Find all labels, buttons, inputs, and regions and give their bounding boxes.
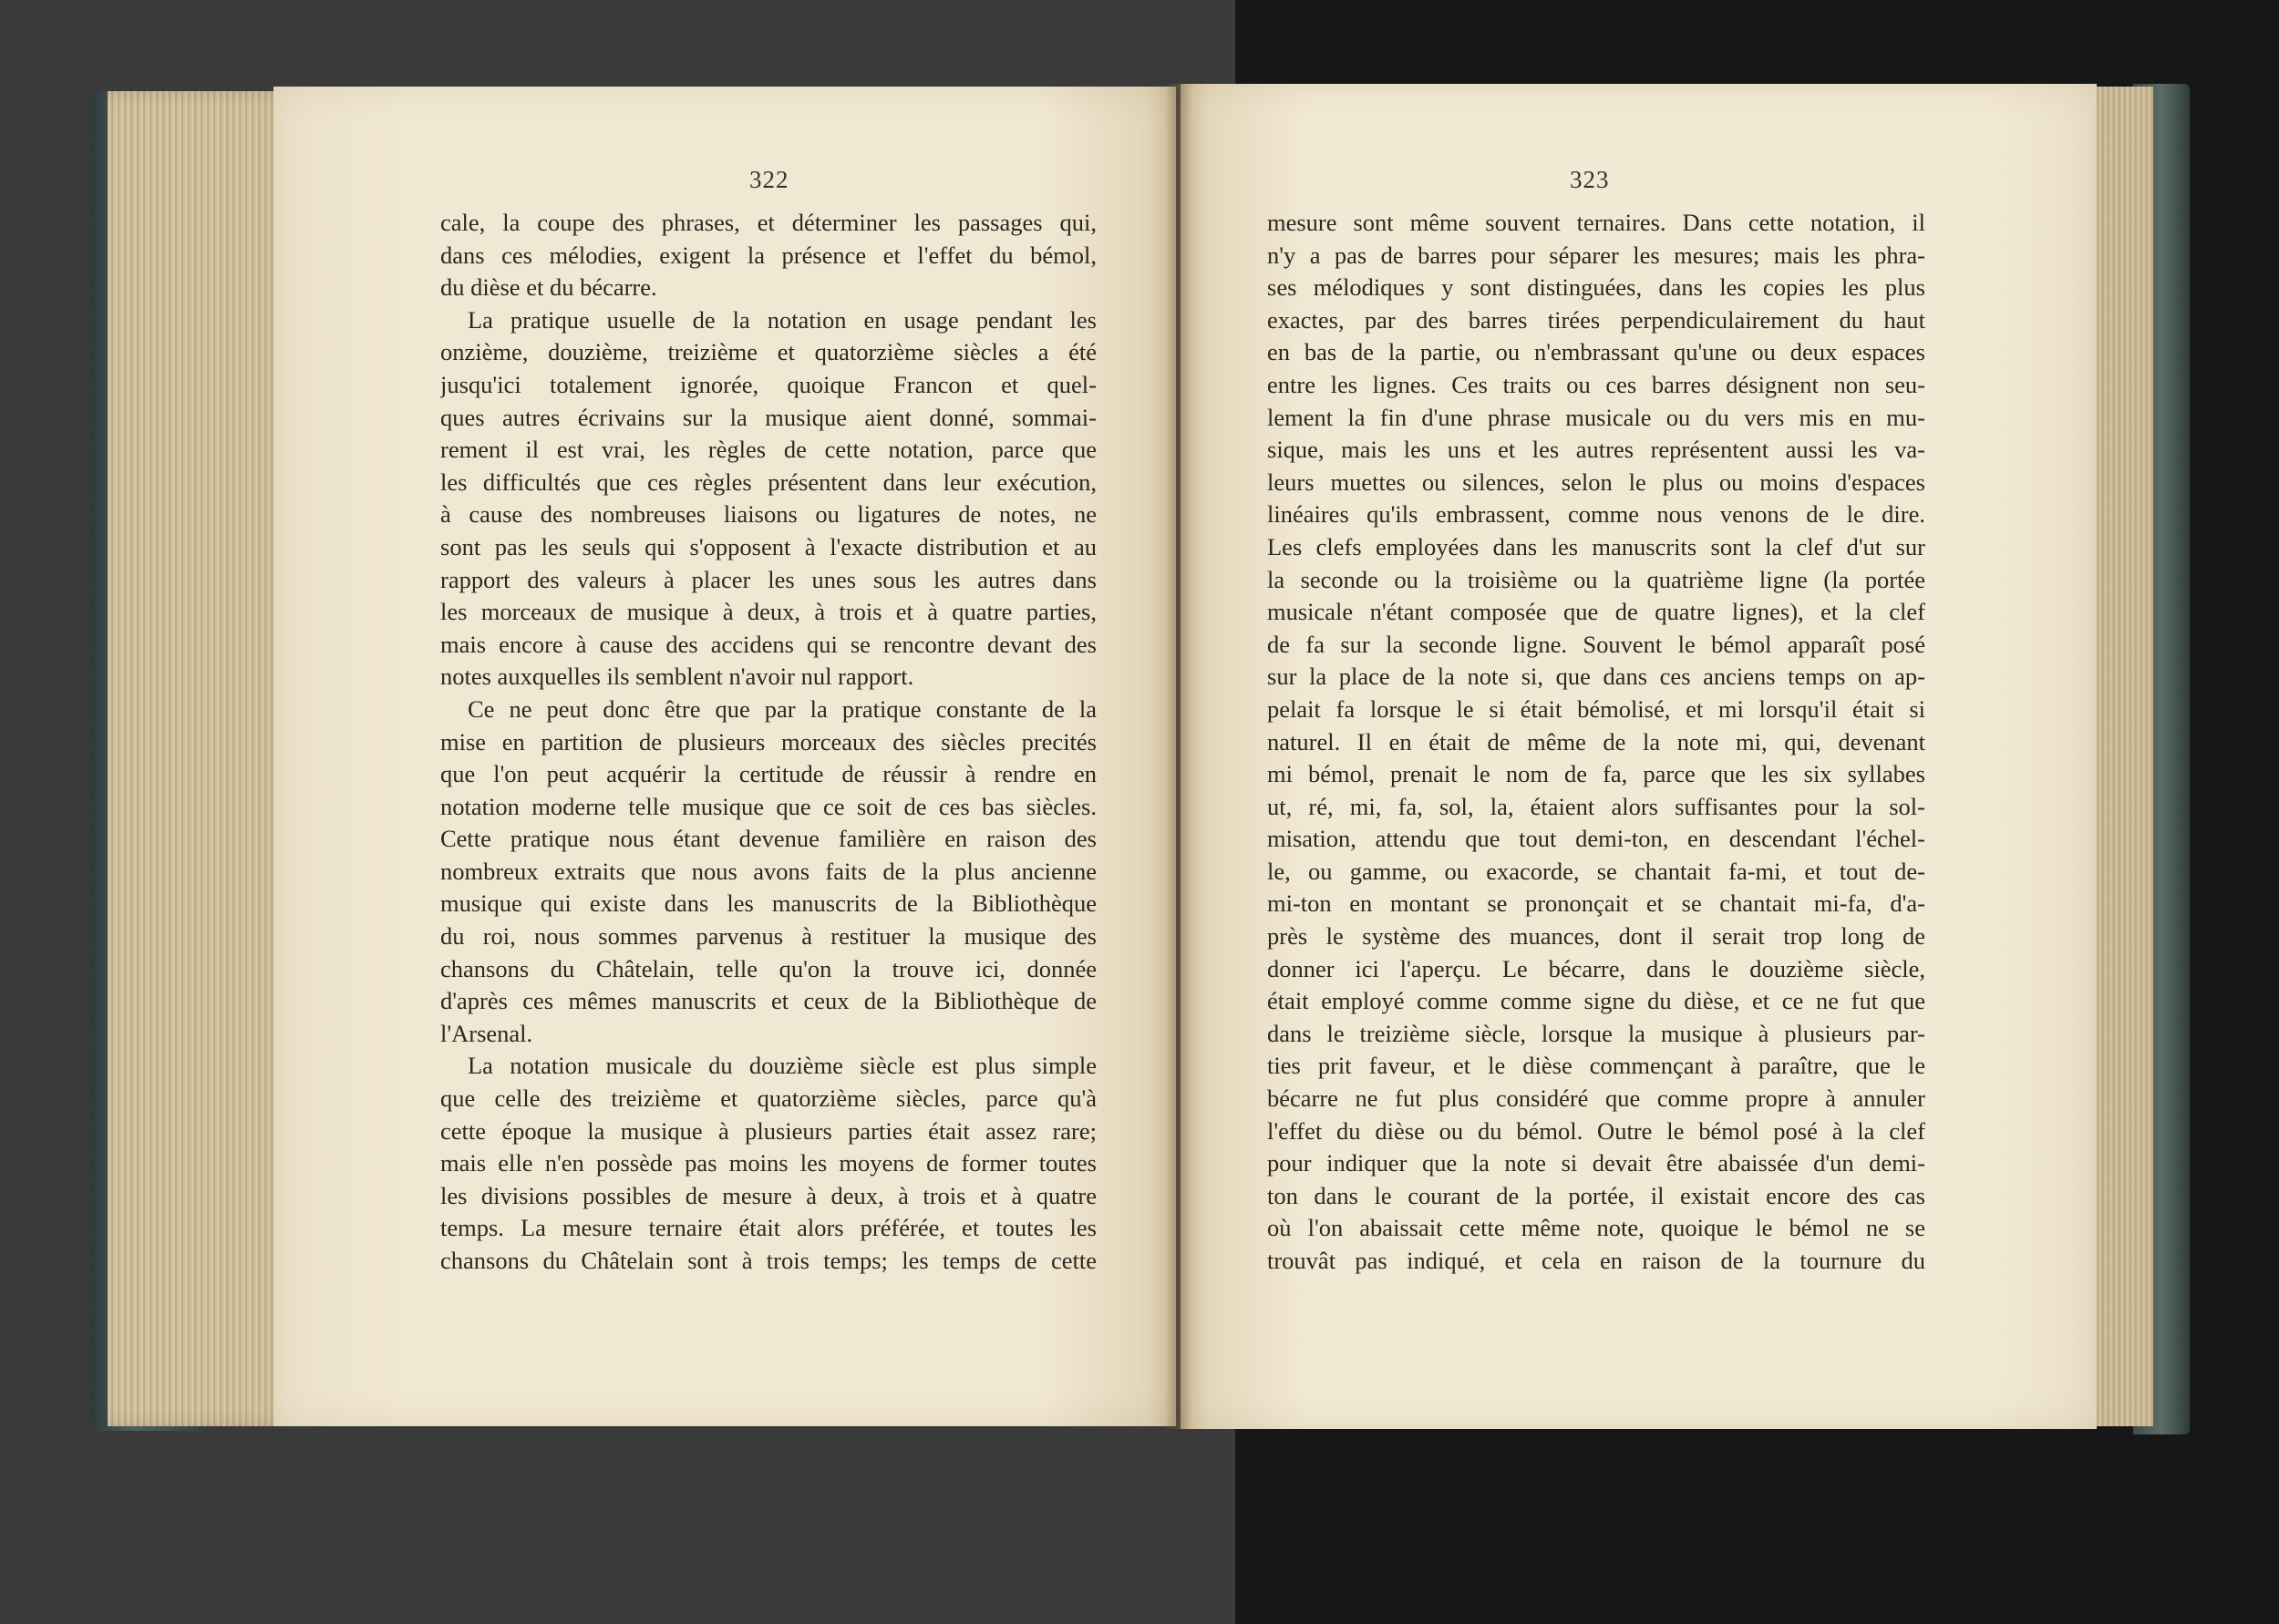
text-line: temps. La mesure ternaire était alors préférée, et toutes les	[440, 1214, 1097, 1242]
text-line: lement la fin d'une phrase musicale ou du vers mis en mu-	[1267, 403, 1925, 431]
left-page-text	[440, 207, 1097, 1278]
text-line: cette époque la musique à plusieurs parties était assez rare;	[440, 1116, 1097, 1145]
text-line: mesure sont même souvent ternaires. Dans cette notation, il	[1267, 209, 1925, 236]
text-line: musicale n'étant composée que de quatre lignes), et la clef	[1267, 598, 1925, 626]
text-line: naturel. Il en était de même de la note mi, qui, devenant	[1267, 727, 1925, 755]
text-line: sur la place de la note si, que dans ces anciens temps on ap-	[1267, 663, 1925, 691]
text-line: Ce ne peut donc être que par la pratique constante de la	[468, 694, 1097, 723]
text-line: ses mélodiques y sont distinguées, dans les copies les plus	[1267, 273, 1925, 302]
text-line: mi-ton en montant se prononçait et se chantait mi-fa, d'a-	[1267, 889, 1925, 918]
text-line: à cause des nombreuses liaisons ou ligatures de notes, ne	[440, 500, 1097, 529]
text-line: n'y a pas de barres pour séparer les mesures; mais les phra-	[1267, 241, 1925, 269]
text-line: chansons du Châtelain, telle qu'on la trouve ici, donnée	[440, 954, 1097, 982]
text-line: pelait fa lorsque le si était bémolisé, et mi lorsqu'il était si	[1267, 694, 1925, 723]
text-line: la seconde ou la troisième ou la quatrième ligne (la portée	[1267, 565, 1925, 593]
text-line: exactes, par des barres tirées perpendiculairement du haut	[1267, 305, 1925, 334]
text-line: cale, la coupe des phrases, et déterminer les passages qui,	[440, 209, 1097, 236]
text-line: sont pas les seuls qui s'opposent à l'exacte distribution et au	[440, 532, 1097, 560]
page-block-left-edge	[108, 91, 290, 1426]
text-line: donner ici l'aperçu. Le bécarre, dans le douzième siècle,	[1267, 954, 1925, 982]
text-line: linéaires qu'ils embrassent, comme nous venons de le dire.	[1267, 500, 1925, 529]
text-line: mi bémol, prenait le nom de fa, parce que les six syllabes	[1267, 760, 1925, 788]
text-line: les morceaux de musique à deux, à trois et à quatre parties,	[440, 598, 1097, 626]
text-line: nombreux extraits que nous avons faits de la plus ancienne	[440, 857, 1097, 885]
text-line: dans ces mélodies, exigent la présence et l'effet du bémol,	[440, 241, 1097, 269]
text-line: du roi, nous sommes parvenus à restituer la musique des	[440, 922, 1097, 951]
text-line: onzième, douzième, treizième et quatorzième siècles a été	[440, 338, 1097, 366]
text-line: misation, attendu que tout demi-ton, en descendant l'échel-	[1267, 825, 1925, 853]
text-line: que l'on peut acquérir la certitude de réussir à rendre en	[440, 760, 1097, 788]
text-line: mais encore à cause des accidens qui se rencontre devant des	[440, 630, 1097, 658]
text-line: musique qui existe dans les manuscrits de la Bibliothèque	[440, 889, 1097, 918]
text-line: en bas de la partie, ou n'embrassant qu'une ou deux espaces	[1267, 338, 1925, 366]
text-line: près le système des muances, dont il serait trop long de	[1267, 922, 1925, 951]
text-line: dans le treizième siècle, lorsque la musique à plusieurs par-	[1267, 1019, 1925, 1047]
text-line: sique, mais les uns et les autres représentent aussi les va-	[1267, 436, 1925, 464]
text-line: du dièse et du bécarre.	[440, 273, 657, 302]
text-line: La notation musicale du douzième siècle est plus simple	[468, 1052, 1097, 1080]
text-line: jusqu'ici totalement ignorée, quoique Francon et quel-	[440, 370, 1097, 398]
text-line: de fa sur la seconde ligne. Souvent le bémol apparaît posé	[1267, 630, 1925, 658]
text-line: les difficultés que ces règles présentent dans leur exécution,	[440, 468, 1097, 496]
text-line: chansons du Châtelain sont à trois temps; les temps de cette	[440, 1247, 1097, 1274]
text-line: bécarre ne fut plus considéré que comme propre à annuler	[1267, 1084, 1925, 1113]
left-page-number: 322	[749, 166, 789, 193]
text-line: La pratique usuelle de la notation en usage pendant les	[468, 305, 1097, 334]
text-line: était employé comme comme signe du dièse, et ce ne fut que	[1267, 987, 1925, 1015]
text-line: Cette pratique nous étant devenue familière en raison des	[440, 825, 1097, 853]
text-line: notation moderne telle musique que ce soit de ces bas siècles.	[440, 792, 1097, 820]
text-line: d'après ces mêmes manuscrits et ceux de la Bibliothèque de	[440, 987, 1097, 1015]
text-line: Les clefs employées dans les manuscrits sont la clef d'ut sur	[1267, 532, 1925, 560]
text-line: où l'on abaissait cette même note, quoique le bémol ne se	[1267, 1214, 1925, 1242]
text-line: entre les lignes. Ces traits ou ces barres désignent non seu-	[1267, 370, 1925, 398]
text-line: ques autres écrivains sur la musique aient donné, sommai-	[440, 403, 1097, 431]
text-line: les divisions possibles de mesure à deux, à trois et à quatre	[440, 1181, 1097, 1209]
text-line: notes auxquelles ils semblent n'avoir nul rapport.	[440, 663, 914, 691]
right-page-number: 323	[1570, 166, 1610, 193]
text-line: mais elle n'en possède pas moins les moyens de former toutes	[440, 1149, 1097, 1177]
text-line: rement il est vrai, les règles de cette notation, parce que	[440, 436, 1097, 464]
text-line: que celle des treizième et quatorzième siècles, parce qu'à	[440, 1084, 1097, 1113]
text-line: ties prit faveur, et le dièse commençant à paraître, que le	[1267, 1052, 1925, 1080]
text-line: leurs muettes ou silences, selon le plus ou moins d'espaces	[1267, 468, 1925, 496]
text-line: mise en partition de plusieurs morceaux des siècles precités	[440, 727, 1097, 755]
right-page-text	[1267, 207, 1925, 1278]
text-line: pour indiquer que la note si devait être abaissée d'un demi-	[1267, 1149, 1925, 1177]
text-line: l'Arsenal.	[440, 1019, 533, 1047]
book-gutter	[1165, 84, 1192, 1429]
text-line: ton dans le courant de la portée, il existait encore des cas	[1267, 1181, 1925, 1209]
text-line: rapport des valeurs à placer les unes sous les autres dans	[440, 565, 1097, 593]
page-block-right-edge	[2089, 87, 2153, 1426]
text-line: ut, ré, mi, fa, sol, la, étaient alors suffisantes pour la sol-	[1267, 792, 1925, 820]
text-line: le, ou gamme, ou exacorde, se chantait fa-mi, et tout de-	[1267, 857, 1925, 885]
text-line: l'effet du dièse ou du bémol. Outre le bémol posé à la clef	[1267, 1116, 1925, 1145]
text-line: trouvât pas indiqué, et cela en raison de la tournure du	[1267, 1247, 1925, 1274]
